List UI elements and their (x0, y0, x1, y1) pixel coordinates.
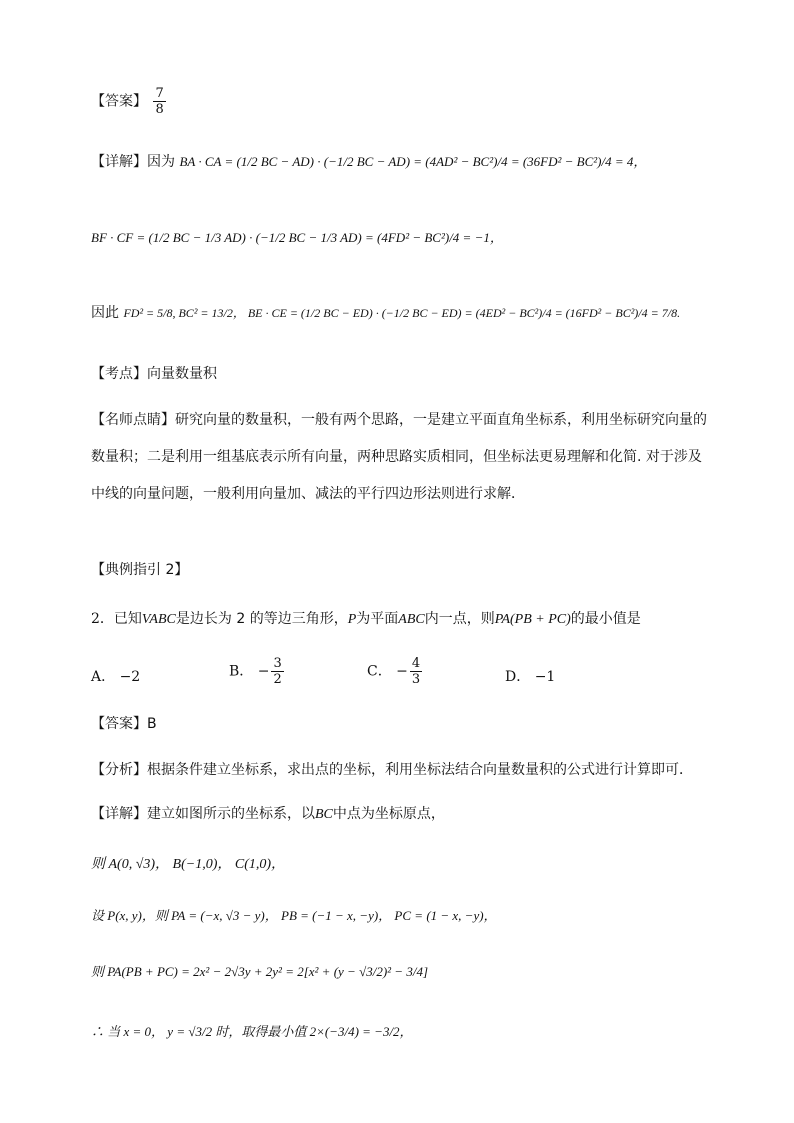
detail2-line (91, 804, 734, 825)
mingshi-text: 研究向量的数量积，一般有两个思路，一是建立平面直角坐标系，利用坐标研究向量的数量积；二是利用一组基底表示所有向量，两种思路实质相同，但坐标法更易理解和化简. 对于涉及中线的向量问题，一般利用向量加、减法的平行四边形法则进行求解． (91, 412, 707, 502)
answer-line-2 (91, 714, 734, 734)
detail2-text: 建立如图所示的坐标系，以 (147, 806, 315, 822)
detail-line-1 (91, 152, 734, 172)
choice-c-numerator: 4 (411, 656, 421, 671)
detail-line-3 (91, 303, 734, 323)
answer2-text: B (147, 716, 157, 732)
product-text: 则 PA(PB + PC) = 2x² − 2√3y + 2y² = 2[x² + (y − √3/2)² − 3/4] (91, 964, 428, 979)
detail2-label: 【详解】 (91, 806, 147, 822)
choice-d[interactable] (505, 666, 555, 686)
product-line (91, 962, 734, 982)
setp-text: 设 P(x, y)，则 PA = (−x, √3 − y)， PB = (−1 − x, −y)， PC = (1 − x, −y)， (91, 908, 497, 923)
conclusion-line (91, 1022, 734, 1042)
choice-b-fraction (271, 656, 283, 687)
analysis-text: 根据条件建立坐标系，求出点的坐标，利用坐标法结合向量数量积的公式进行计算即可． (147, 762, 693, 778)
choice-d-label: D． (505, 669, 531, 685)
question-text-c: 为平面 (356, 611, 399, 627)
analysis-label: 【分析】 (91, 762, 147, 778)
conclusion-text: ∴ 当 x = 0， y = √3/2 时，取得最小值 2×(−3/4) = −3/2， (91, 1024, 413, 1039)
choice-d-value: −1 (534, 669, 556, 685)
choice-b-label: B． (229, 663, 254, 680)
choice-a-label: A． (91, 669, 116, 685)
question-point: P (347, 612, 357, 627)
question-text-d: 内一点，则 (424, 611, 495, 627)
choice-a[interactable] (91, 666, 140, 686)
kaodian-line (91, 364, 734, 384)
detail-intro: 因为 (147, 154, 175, 170)
equation-1: BA · CA = (1/2 BC − AD) · (−1/2 BC − AD) = (4AD² − BC²)/4 = (36FD² − BC²)/4 = 4， (179, 154, 647, 169)
detail-label: 【详解】 (91, 154, 147, 170)
equation-2: BF · CF = (1/2 BC − 1/3 AD) · (−1/2 BC − 1/3 AD) = (4FD² − BC²)/4 = −1， (91, 230, 503, 245)
fraction-denominator: 8 (155, 102, 164, 117)
example-label: 【典例指引 2】 (91, 562, 189, 578)
answer-fraction (153, 86, 165, 117)
choice-c[interactable] (367, 656, 424, 687)
choice-b-denominator: 2 (273, 672, 282, 687)
choice-b-sign: − (257, 663, 270, 680)
detail2-bc: BC (315, 807, 333, 822)
analysis-line (91, 760, 734, 780)
choice-c-sign: − (396, 663, 408, 680)
example-heading (91, 560, 734, 580)
question-text-b: 是边长为 2 的等边三角形， (175, 611, 348, 627)
choice-b[interactable] (229, 656, 286, 687)
question-number: 2． (91, 611, 114, 627)
choice-c-label: C． (367, 663, 392, 680)
kaodian-label: 【考点】 (91, 366, 147, 382)
answer-line-1 (91, 86, 734, 117)
therefore-label: 因此 (91, 305, 119, 321)
detail-line-2 (91, 228, 734, 248)
fraction-numerator: 7 (155, 86, 164, 101)
kaodian-text: 向量数量积 (147, 366, 217, 382)
question-plane: ABC (398, 612, 425, 627)
question-line (91, 609, 734, 630)
choice-c-fraction (410, 656, 422, 687)
choice-a-value: −2 (119, 669, 141, 685)
question-expression: PA(PB + PC) (494, 612, 571, 627)
choice-c-denominator: 3 (411, 672, 421, 687)
answer-label: 【答案】 (91, 93, 147, 110)
question-triangle: VABC (141, 612, 176, 627)
equation-3: FD² = 5/8, BC² = 13/2， BE · CE = (1/2 BC − ED) · (−1/2 BC − ED) = (4ED² − BC²)/4 = (16FD² − BC²)/4 = 7/8. (123, 306, 681, 320)
detail2-text2: 中点为坐标原点， (332, 806, 445, 822)
mingshi-paragraph (91, 402, 711, 513)
question-text-e: 的最小值是 (570, 611, 641, 627)
question-text-a: 已知 (113, 611, 142, 627)
mingshi-label: 【名师点睛】 (91, 412, 175, 428)
choice-b-numerator: 3 (273, 656, 282, 671)
coords-text: 则 A(0, √3)， B(−1,0)， C(1,0)， (91, 857, 286, 872)
answer2-label: 【答案】 (91, 716, 147, 732)
setp-line (91, 906, 734, 926)
coords-line (91, 854, 734, 875)
